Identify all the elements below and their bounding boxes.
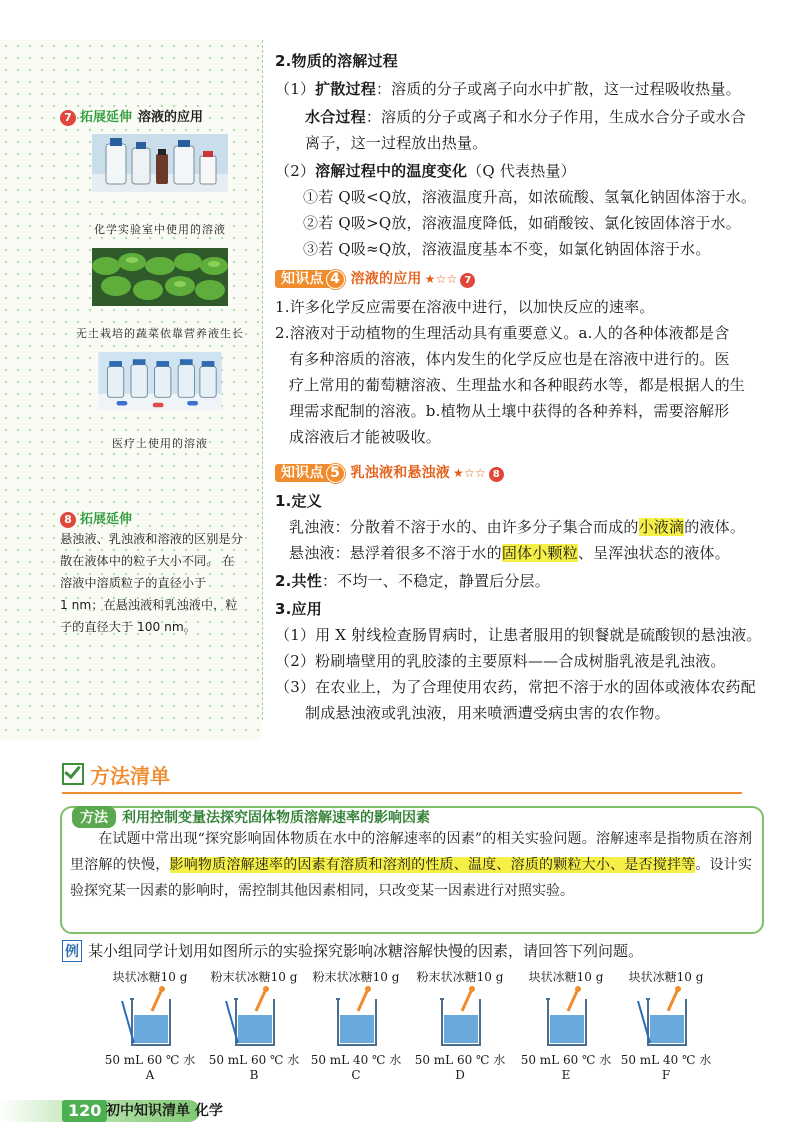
case-3: ③若 Q吸≈Q放，溶液温度基本不变，如氯化钠固体溶于水。 <box>303 240 711 258</box>
beaker-condition: 50 mL 60 ℃ 水 <box>104 1053 196 1067</box>
knowledge-point-title: 乳浊液和悬浊液 <box>350 465 451 481</box>
note-line: 1 nm；在悬浊液和乳浊液中，粒 <box>60 598 238 612</box>
beaker-icon <box>306 985 406 1047</box>
caption-lab-solutions: 化学实验室中使用的溶液 <box>94 223 226 236</box>
beaker-label: 块状冰糖10 g <box>528 970 604 984</box>
medical-solutions-photo <box>92 352 228 410</box>
beaker-condition: 50 mL 40 ℃ 水 <box>310 1053 402 1067</box>
column-divider <box>262 40 263 720</box>
beaker-condition: 50 mL 60 ℃ 水 <box>520 1053 612 1067</box>
beaker-icon <box>100 985 200 1047</box>
caption-hydroponics: 无土栽培的蔬菜依靠营养液生长 <box>76 327 244 340</box>
note-line: 散在液体中的粒子大小不同。 在 <box>60 554 235 568</box>
example-question <box>62 940 643 962</box>
method-tag: 方法 <box>72 806 116 828</box>
knowledge-point-title: 溶液的应用 <box>350 271 422 287</box>
q-note: （Q 代表热量） <box>467 162 576 180</box>
term-temperature-change: 溶解过程中的温度变化 <box>315 162 468 180</box>
note-line: 悬浊液、乳浊液和溶液的区别是分 <box>60 532 243 546</box>
beaker-letter: E <box>561 1068 571 1082</box>
note-line: 子的直径大于 100 nm。 <box>60 620 196 634</box>
beaker-condition: 50 mL 40 ℃ 水 <box>620 1053 712 1067</box>
beaker-label: 粉末状冰糖10 g <box>416 970 504 984</box>
temperature-change-line <box>275 160 576 181</box>
difficulty-stars: ★☆☆ <box>453 466 486 480</box>
k4-point-2-line-1: 2.溶液对于动植物的生理活动具有重要意义。a.人的各种体液都是含 <box>275 324 730 342</box>
method-section-header <box>62 758 742 794</box>
item-number: （2） <box>275 162 316 180</box>
knowledge-point-tag: 知识点 <box>275 270 330 288</box>
k4-point-1: 1.许多化学反应需要在溶液中进行，以加快反应的速率。 <box>275 298 655 316</box>
emulsion-definition <box>289 516 745 537</box>
example-text: 某小组同学计划用如图所示的实验探究影响冰糖溶解快慢的因素，请回答下列问题。 <box>88 942 644 960</box>
footer <box>0 1100 800 1122</box>
beaker-letter: C <box>351 1068 361 1082</box>
beaker-letter: B <box>249 1068 259 1082</box>
beaker-icon <box>516 985 616 1047</box>
application-1: （1）用 X 射线检查肠胃病时，让患者服用的钡餐就是硫酸钡的悬浊液。 <box>275 626 762 644</box>
book-title: 初中知识清单 化学 <box>106 1103 223 1119</box>
k4-point-2-line-2: 有多种溶质的溶液，体内发生的化学反应也是在溶液中进行的。医 <box>289 350 730 368</box>
application-2: （2）粉刷墙壁用的乳胶漆的主要原料——合成树脂乳液是乳浊液。 <box>275 652 726 670</box>
highlighted-term: 固体小颗粒 <box>501 544 578 562</box>
k4-point-2-line-5: 成溶液后才能被吸收。 <box>289 428 442 446</box>
beaker-icon <box>204 985 304 1047</box>
beaker-icon <box>410 985 510 1047</box>
beaker-letter: D <box>455 1068 465 1082</box>
definition-text: 乳浊液：分散着不溶于水的、由许多分子集合而成的 <box>289 518 639 536</box>
hydration-text: ：溶质的分子或离子和水分子作用，生成水合分子或水合 <box>365 108 746 126</box>
beaker-condition: 50 mL 60 ℃ 水 <box>414 1053 506 1067</box>
method-text-part: 。设计实验探究某一因素的影响时，需控制其他因素相同，只改变某一因素进行对照实验。 <box>70 857 753 899</box>
hydration-line-2: 离子，这一过程放出热量。 <box>305 134 488 152</box>
common-text: ：不均一、不稳定，静置后分层。 <box>321 572 550 590</box>
diffusion-text: ：溶质的分子或离子向水中扩散，这一过程吸收热量。 <box>375 80 741 98</box>
term-diffusion: 扩散过程 <box>315 80 376 98</box>
definition-text: 悬浊液：悬浮着很多不溶于水的 <box>289 544 502 562</box>
section-dissolution-process-title: 2.物质的溶解过程 <box>275 52 398 70</box>
common-properties <box>275 570 550 591</box>
definition-text: 、呈浑浊状态的液体。 <box>577 544 730 562</box>
beaker-icon <box>616 985 716 1047</box>
page-number: 120 <box>62 1100 107 1122</box>
applications-title: 3.应用 <box>275 600 322 618</box>
extension-ref-badge: 7 <box>460 273 475 288</box>
method-text-part: 在试题中常出现“探究影响固体物质在水中的溶解速率的因素”的相关实验问题。溶解速率是指物质在溶剂里溶解的快慢， <box>70 831 752 873</box>
beaker-B <box>204 968 304 1082</box>
highlighted-term: 小液滴 <box>638 518 685 536</box>
application-3-line-1: （3）在农业上，为了合理使用农药，常把不溶于水的固体或液体农药配 <box>275 678 756 696</box>
definition-text: 的液体。 <box>684 518 746 536</box>
extension-7-title: 溶液的应用 <box>138 110 204 125</box>
case-2: ②若 Q吸>Q放，溶液温度降低，如硝酸铵、氯化铵固体溶于水。 <box>303 214 741 232</box>
extension-8-text <box>60 528 260 638</box>
common-title: 2.共性 <box>275 572 322 590</box>
knowledge-point-4-heading <box>275 268 475 289</box>
definition-title: 1.定义 <box>275 492 322 510</box>
diffusion-line <box>275 78 741 99</box>
method-highlighted-text: 影响物质溶解速率的因素有溶质和溶剂的性质、温度、溶质的颗粒大小、是否搅拌等 <box>169 857 696 873</box>
suspension-definition <box>289 542 730 563</box>
caption-medical-solutions: 医疗上使用的溶液 <box>112 437 208 450</box>
beaker-label: 块状冰糖10 g <box>112 970 188 984</box>
difficulty-stars: ★☆☆ <box>424 272 458 286</box>
beaker-A <box>100 968 200 1082</box>
extension-8-heading <box>60 508 138 528</box>
example-tag: 例 <box>62 940 82 962</box>
method-title: 利用控制变量法探究固体物质溶解速率的影响因素 <box>122 810 430 826</box>
application-3-line-2: 制成悬浊液或乳浊液，用来喷洒遭受病虫害的农作物。 <box>305 704 670 722</box>
extension-8-number: 8 <box>60 512 76 528</box>
method-section-label: 方法清单 <box>90 764 170 788</box>
beaker-F <box>616 968 716 1082</box>
knowledge-point-5-heading <box>275 462 504 483</box>
knowledge-point-number: 5 <box>326 464 345 483</box>
hydroponic-vegetables-photo <box>92 248 228 306</box>
term-hydration: 水合过程 <box>305 108 366 126</box>
beaker-condition: 50 mL 60 ℃ 水 <box>208 1053 300 1067</box>
extension-8-keyword: 拓展延伸 <box>80 512 133 527</box>
lab-solutions-photo <box>92 134 228 192</box>
checkbox-icon <box>62 763 84 785</box>
extension-7-number: 7 <box>60 110 76 126</box>
item-number: （1） <box>275 80 316 98</box>
beaker-letter: A <box>145 1068 155 1082</box>
k4-point-2-line-4: 理需求配制的溶液。b.植物从土壤中获得的各种养料，需要溶解形 <box>289 402 730 420</box>
knowledge-point-tag: 知识点 <box>275 464 330 482</box>
beaker-D <box>410 968 510 1082</box>
method-text <box>70 826 752 904</box>
extension-7-keyword: 拓展延伸 <box>80 110 133 125</box>
beaker-C <box>306 968 406 1082</box>
hydration-line <box>305 106 746 127</box>
k4-point-2-line-3: 疗上常用的葡萄糖溶液、生理盐水和各种眼药水等，都是根据人的生 <box>289 376 746 394</box>
beaker-letter: F <box>661 1068 671 1082</box>
method-box <box>60 806 764 934</box>
extension-ref-badge: 8 <box>489 467 504 482</box>
extension-7-heading <box>60 106 203 126</box>
beaker-label: 粉末状冰糖10 g <box>312 970 400 984</box>
knowledge-point-number: 4 <box>326 270 345 289</box>
beaker-label: 块状冰糖10 g <box>628 970 704 984</box>
beaker-E <box>516 968 616 1082</box>
method-heading <box>72 806 430 828</box>
beaker-label: 粉末状冰糖10 g <box>210 970 298 984</box>
note-line: 溶液中溶质粒子的直径小于 <box>60 576 207 590</box>
case-1: ①若 Q吸<Q放，溶液温度升高，如浓硫酸、氢氧化钠固体溶于水。 <box>303 188 757 206</box>
method-section-title <box>62 760 170 789</box>
